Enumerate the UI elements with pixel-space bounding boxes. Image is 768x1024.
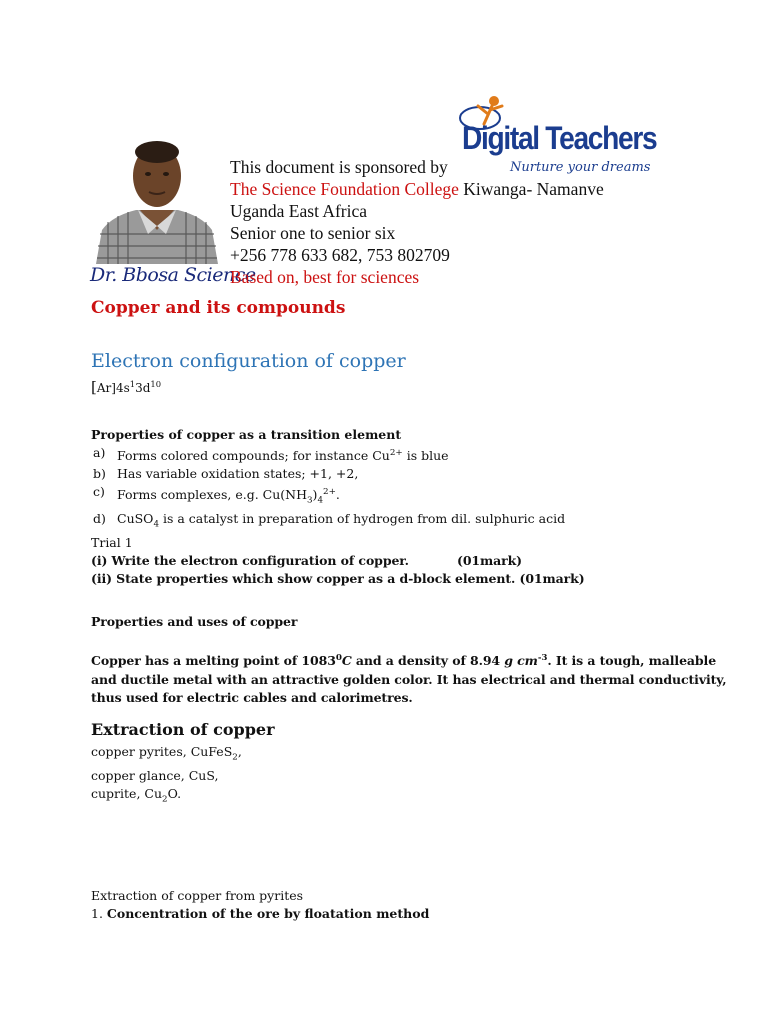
sponsor-tagline: Based on, best for sciences <box>230 267 420 287</box>
extraction-heading: Extraction of copper <box>91 720 275 739</box>
logo-title: Digital Teachers <box>462 120 657 156</box>
list-item: a) Forms colored compounds; for instance $Cu^{2+}$ is blue <box>93 445 449 464</box>
transition-properties-list <box>93 444 565 533</box>
sponsor-line: This document is sponsored by <box>230 157 448 177</box>
trial-question-1: (i) Write the electron configuration of copper. (01mark) <box>91 553 522 568</box>
trial-title: Trial 1 <box>91 535 133 550</box>
sponsor-phone: +256 778 633 682, 753 802709 <box>230 245 450 265</box>
college-location: Kiwanga- Namanve <box>463 179 604 199</box>
ore-list <box>91 743 691 809</box>
list-item: copper pyrites, CuFeS$_2$, <box>91 744 242 763</box>
electron-configuration: $[Ar]4s^13d^{10}$ <box>91 378 162 396</box>
step-1: 1. Concentration of the ore by floatation method <box>91 906 430 921</box>
sponsor-banner <box>88 92 668 292</box>
college-name: The Science Foundation College <box>230 179 459 199</box>
trial-question-2: (ii) State properties which show copper as a d-block element. (01mark) <box>91 571 585 586</box>
list-item: b) Has variable oxidation states; +1, +2, <box>93 466 359 482</box>
digital-teachers-logo <box>454 92 668 192</box>
uses-title: Properties and uses of copper <box>91 614 298 629</box>
section-heading-config: Electron configuration of copper <box>91 350 406 372</box>
list-item: d) CuSO$_4$ is a catalyst in preparation of hydrogen from dil. sulphuric acid <box>93 510 566 530</box>
uses-paragraph: Copper has a melting point of 1083$^0$C and a density of 8.94 g $cm^{-3}$. It is a tough, malleable and ductile metal with an attractive golden color. It has electrical and thermal conductivity, thus used for electric cables and calorimetres. <box>91 653 727 706</box>
signature-text: Dr. Bbosa Science <box>90 264 256 286</box>
logo-tagline: Nurture your dreams <box>510 160 651 175</box>
list-item: copper glance, CuS, <box>91 768 219 783</box>
author-photo <box>88 134 226 264</box>
transition-properties-title: Properties of copper as a transition element <box>91 427 402 442</box>
sponsor-line: Uganda East Africa <box>230 201 368 221</box>
page-title: Copper and its compounds <box>91 298 346 318</box>
sponsor-line: Senior one to senior six <box>230 223 396 243</box>
extraction-from-pyrites: Extraction of copper from pyrites <box>91 888 304 903</box>
list-item: cuprite, $Cu_2O$. <box>91 785 182 804</box>
list-item: c) Forms complexes, e.g. $Cu(NH_3)_4^{2+}$. <box>93 484 340 506</box>
